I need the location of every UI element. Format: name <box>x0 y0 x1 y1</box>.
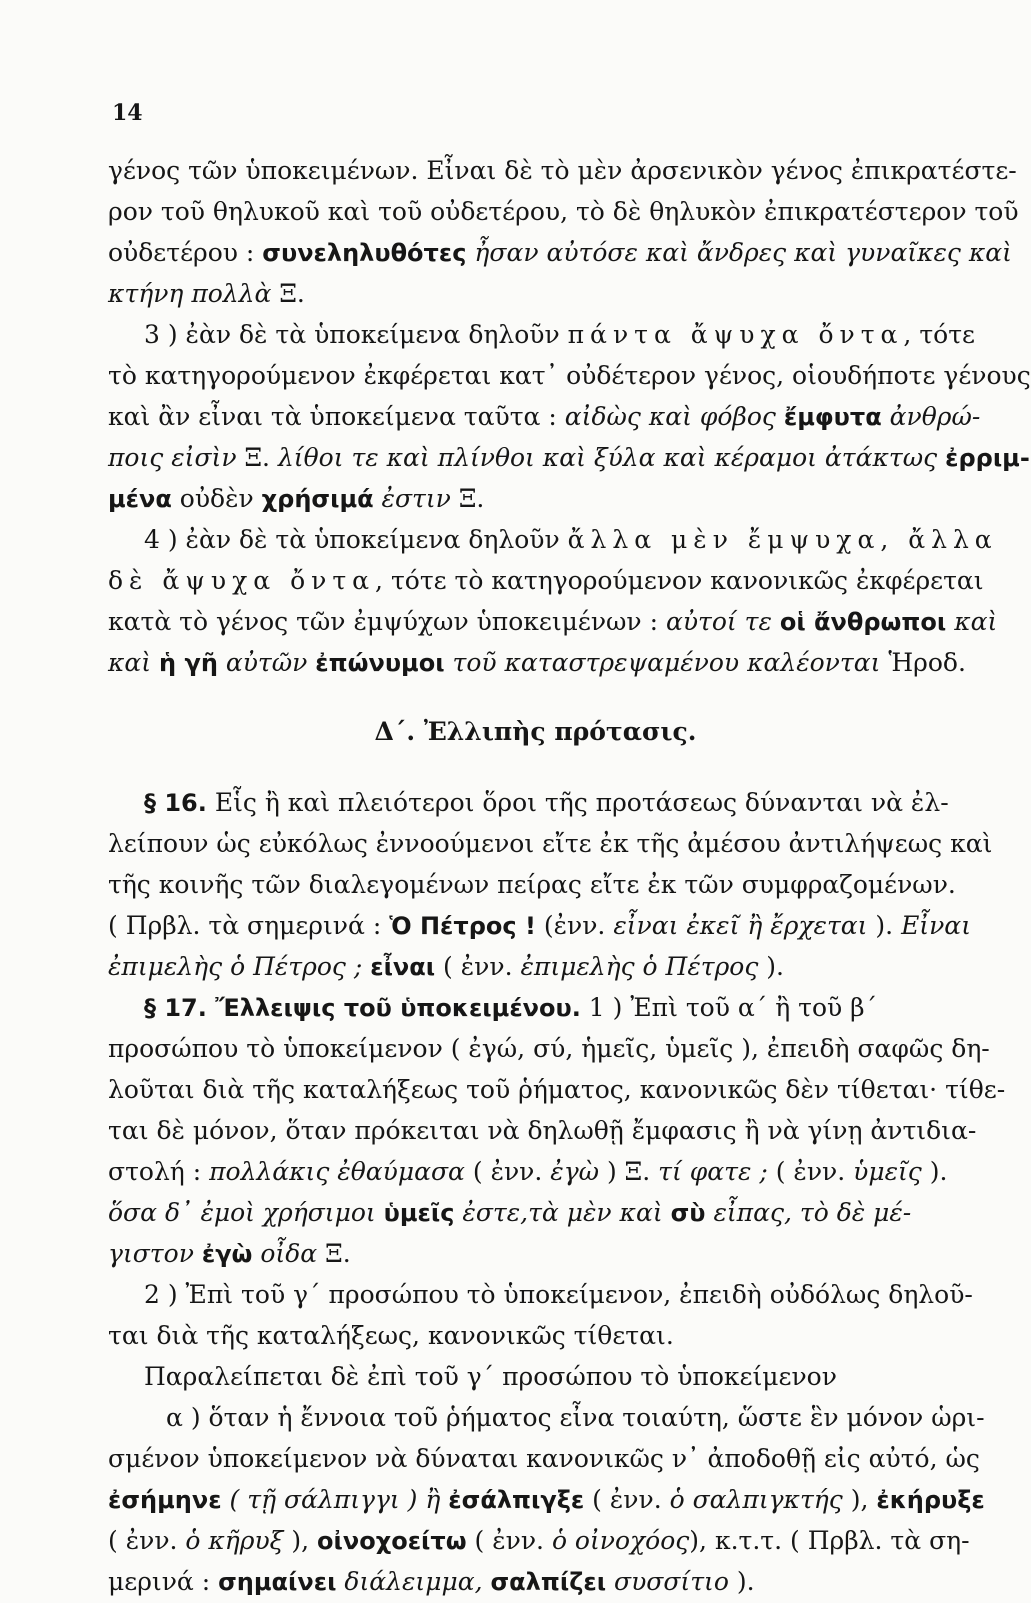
text-span: κατὰ τὸ γένος τῶν ἐμψύχων ὑποκειμένων : <box>108 607 666 636</box>
text-span: 3 ) ἐὰν δὲ τὰ ὑποκείμενα δηλοῦν <box>144 320 568 349</box>
text-span: μένα <box>108 485 172 513</box>
text-line <box>108 355 1031 396</box>
text-span: τί φατε ; <box>658 1157 768 1186</box>
text-line <box>108 905 971 946</box>
text-span: αἰδὼς καὶ φόβος <box>564 402 784 431</box>
text-span: καὶ <box>108 648 160 677</box>
text-span: γιστον <box>108 1239 202 1268</box>
text-span: Ξ. <box>271 279 305 308</box>
text-span: πάντα ἄψυχα ὄντα <box>567 320 904 349</box>
text-span: οἱ ἄνθρωποι <box>779 608 947 636</box>
text-span: ἐστιν <box>373 484 451 513</box>
text-span: ἐγὼ <box>550 1157 600 1186</box>
text-line <box>108 191 1019 232</box>
text-span: (ἐνν. <box>535 911 614 940</box>
text-span: εἶναι ἐκεῖ ἢ ἔρχεται <box>613 911 868 940</box>
text-line <box>108 1069 1006 1110</box>
text-span: Ὁ Πέτρος ! <box>389 912 536 940</box>
text-span: σὺ <box>670 1199 706 1227</box>
text-line <box>108 987 963 1028</box>
text-span: λίθοι τε καὶ πλίνθοι καὶ ξύλα καὶ κέραμοι ἀτάκτως <box>277 443 946 472</box>
text-line <box>108 1356 963 1397</box>
text-span: ται διὰ τῆς καταλήξεως, κανονικῶς τίθεται. <box>108 1321 674 1350</box>
text-span: , τότε τὸ κατηγορούμενον κανονικῶς ἐκφέρεται <box>375 566 984 595</box>
text-span: Ἡροδ. <box>880 648 966 677</box>
text-line <box>108 396 981 437</box>
text-span: σαλπίζει <box>490 1568 607 1596</box>
text-span: ὁ κῆρυξ <box>185 1526 284 1555</box>
text-span: ἔμφυτα <box>783 403 882 431</box>
text-span: ἐπιμελὴς ὁ Πέτρος <box>520 952 759 981</box>
page-body <box>108 150 1031 1602</box>
text-span: καὶ <box>946 607 998 636</box>
text-span: καὶ ἂν εἶναι τὰ ὑποκείμενα ταῦτα : <box>108 402 565 431</box>
text-span: ὁ οἰνοχόος <box>551 1526 690 1555</box>
text-line <box>108 1151 963 1192</box>
text-span <box>362 952 370 981</box>
text-span: δὲ ἄψυχα ὄντα <box>108 566 376 595</box>
text-span: συσσίτιο <box>606 1567 729 1596</box>
text-span: ται δὲ μόνον, ὅταν πρόκειται νὰ δηλωθῇ ἔμφασις ἢ νὰ γίνῃ ἀντιδια- <box>108 1116 977 1145</box>
text-line <box>108 1479 985 1520</box>
text-span: ὁ σαλπιγκτής <box>669 1485 843 1514</box>
text-span: ὅσα δ᾽ ἐμοὶ χρήσιμοι <box>108 1198 384 1227</box>
text-line <box>108 1274 973 1315</box>
text-span: πολλάκις ἐθαύμασα <box>209 1157 465 1186</box>
text-line <box>108 314 975 355</box>
text-span: ἐγὼ <box>201 1240 253 1268</box>
text-span: ( ἐνν. <box>767 1157 854 1186</box>
text-line <box>108 1438 980 1479</box>
text-span: τοῦ καταστρεψαμένου καλέονται <box>444 648 881 677</box>
text-span: ἐρριμ- <box>945 444 1030 472</box>
text-span: εἶπας, τὸ δὲ μέ- <box>705 1198 912 1227</box>
text-span: ἐσήμηνε <box>108 1486 222 1514</box>
text-span: ). <box>758 952 785 981</box>
text-span: ἐπιμελὴς ὁ Πέτρος ; <box>108 952 363 981</box>
text-line <box>108 1192 963 1233</box>
text-span: , τότε <box>903 320 975 349</box>
text-span: Ξ. <box>317 1239 351 1268</box>
text-line <box>108 1561 963 1602</box>
text-span: χρήσιμά <box>261 485 374 513</box>
text-span: λοῦται διὰ τῆς καταλήξεως τοῦ ῥήματος, κανονικῶς δὲν τίθεται· τίθε- <box>108 1075 1006 1104</box>
text-span: συνεληλυθότες <box>262 239 467 267</box>
text-span: ἐσάλπιγξε <box>448 1486 585 1514</box>
text-span: οἰνοχοείτω <box>317 1527 467 1555</box>
text-span: ρον τοῦ θηλυκοῦ καὶ τοῦ οὐδετέρου, τὸ δὲ θηλυκὸν ἐπικρατέστερον τοῦ <box>108 197 1019 226</box>
text-span: Εἶναι <box>901 911 971 940</box>
text-span: μερινά : <box>108 1567 219 1596</box>
text-span: τὸ κατηγορούμενον ἐκφέρεται κατ᾽ οὐδέτερον γένος, οἱουδήποτε γένους <box>108 361 1031 390</box>
text-line <box>108 232 1012 273</box>
text-span: Ξ. <box>450 484 485 513</box>
text-span: ὑμεῖς <box>853 1157 922 1186</box>
text-span: ). <box>921 1157 948 1186</box>
page-number: 14 <box>112 100 143 126</box>
text-span: ). <box>728 1567 755 1596</box>
text-line <box>108 1028 990 1069</box>
text-span: σμένον ὑποκείμενον νὰ δύναται κανονικῶς ν᾽ ἀποδοθῇ εἰς αὐτό, ὡς <box>108 1444 980 1473</box>
text-span: α ) ὅταν ἡ ἔννοια τοῦ ῥήματος εἶνα τοιαύτη, ὥστε ἓν μόνον ὡρι- <box>166 1403 985 1432</box>
text-line <box>108 437 1030 478</box>
text-line <box>108 642 966 683</box>
text-span: αὐτῶν <box>217 648 316 677</box>
text-span: στολή : <box>108 1157 210 1186</box>
text-span: ( ἐνν. <box>466 1526 552 1555</box>
text-span: προσώπου τὸ ὑποκείμενον ( ἐγώ, σύ, ἡμεῖς, ὑμεῖς ), ἐπειδὴ σαφῶς δη- <box>108 1034 990 1063</box>
text-span: οὐδὲν <box>171 484 262 513</box>
text-span: ἀνθρώ- <box>881 402 981 431</box>
text-span: ἐκήρυξε <box>876 1486 985 1514</box>
text-span: ἡ γῆ <box>159 649 218 677</box>
text-span: 2 ) Ἐπὶ τοῦ γ΄ προσώπου τὸ ὑποκείμενον, ἐπειδὴ οὐδόλως δηλοῦ- <box>144 1280 973 1309</box>
text-span: ἄλλα μὲν ἔμψυχα, ἄλλα <box>567 525 998 554</box>
text-span: οὐδετέρου : <box>108 238 263 267</box>
text-span: αὐτοί τε <box>665 607 780 636</box>
text-span: οἶδα <box>252 1239 318 1268</box>
text-line <box>108 782 963 823</box>
text-line <box>108 519 998 560</box>
text-span: ( ἐνν. <box>435 952 521 981</box>
text-span: 1 ) Ἐπὶ τοῦ α΄ ἢ τοῦ β΄ <box>580 993 878 1022</box>
text-span: εἶναι <box>370 953 436 981</box>
text-line <box>108 478 963 519</box>
text-span: ), κ.τ.τ. ( Πρβλ. τὰ ση- <box>689 1526 970 1555</box>
text-line <box>108 1520 970 1561</box>
text-line <box>108 601 998 642</box>
text-span: ( ἐνν. <box>584 1485 670 1514</box>
text-span: ὑμεῖς <box>383 1199 455 1227</box>
text-span: ) Ξ. <box>599 1157 659 1186</box>
text-span: κτήνη πολλὰ <box>108 279 272 308</box>
text-span: διάλειμμα, <box>336 1567 491 1596</box>
text-span: ( ἐνν. <box>108 1526 186 1555</box>
text-span: ἐστε,τὰ μὲν καὶ <box>454 1198 671 1227</box>
text-line <box>108 946 963 987</box>
text-line <box>108 560 984 601</box>
text-line <box>108 273 963 314</box>
text-span: σημαίνει <box>218 1568 337 1596</box>
text-span: ( Πρβλ. τὰ σημερινά : <box>108 911 390 940</box>
text-span: λείπουν ὡς εὐκόλως ἐννοούμενοι εἴτε ἐκ τῆς ἀμέσου ἀντιλήψεως καὶ <box>108 829 993 858</box>
paragraph-block-upper <box>108 150 1031 683</box>
text-span: τῆς κοινῆς τῶν διαλεγομένων πείρας εἴτε ἐκ τῶν συμφραζομένων. <box>108 870 956 899</box>
text-span: ποις εἰσὶν <box>108 443 237 472</box>
text-span: Ξ. <box>236 443 278 472</box>
text-span: γένος τῶν ὑποκειμένων. Εἶναι δὲ τὸ μὲν ἀρσενικὸν γένος ἐπικρατέστε- <box>108 156 1017 185</box>
text-line <box>108 1233 963 1274</box>
text-span: § 16. <box>144 789 207 817</box>
text-span: Παραλείπεται δὲ ἐπὶ τοῦ γ΄ προσώπου τὸ ὑποκείμενον <box>144 1362 837 1391</box>
text-span: 4 ) ἐὰν δὲ τὰ ὑποκείμενα δηλοῦν <box>144 525 568 554</box>
section-heading: Δ΄. Ἐλλιπὴς πρότασις. <box>374 717 697 746</box>
text-span: ), <box>842 1485 877 1514</box>
text-span: ( τῇ σάλπιγγι ) ἢ <box>221 1485 449 1514</box>
text-span: Εἷς ἢ καὶ πλειότεροι ὅροι τῆς προτάσεως δύνανται νὰ ἐλ- <box>206 788 949 817</box>
text-span: § 17. Ἔλλειψις τοῦ ὑποκειμένου. <box>144 994 581 1022</box>
text-span: ἐπώνυμοι <box>315 649 445 677</box>
text-line <box>108 823 993 864</box>
text-span: ). <box>867 911 902 940</box>
text-span: ἦσαν αὐτόσε καὶ ἄνδρες καὶ γυναῖκες καὶ <box>466 238 1012 267</box>
text-line <box>108 1110 977 1151</box>
text-span: ), <box>283 1526 318 1555</box>
paragraph-block-lower <box>108 782 1006 1602</box>
text-line <box>108 150 1017 191</box>
text-span: ( ἐνν. <box>464 1157 551 1186</box>
text-line <box>108 864 963 905</box>
text-line <box>108 1315 963 1356</box>
text-line <box>108 1397 985 1438</box>
